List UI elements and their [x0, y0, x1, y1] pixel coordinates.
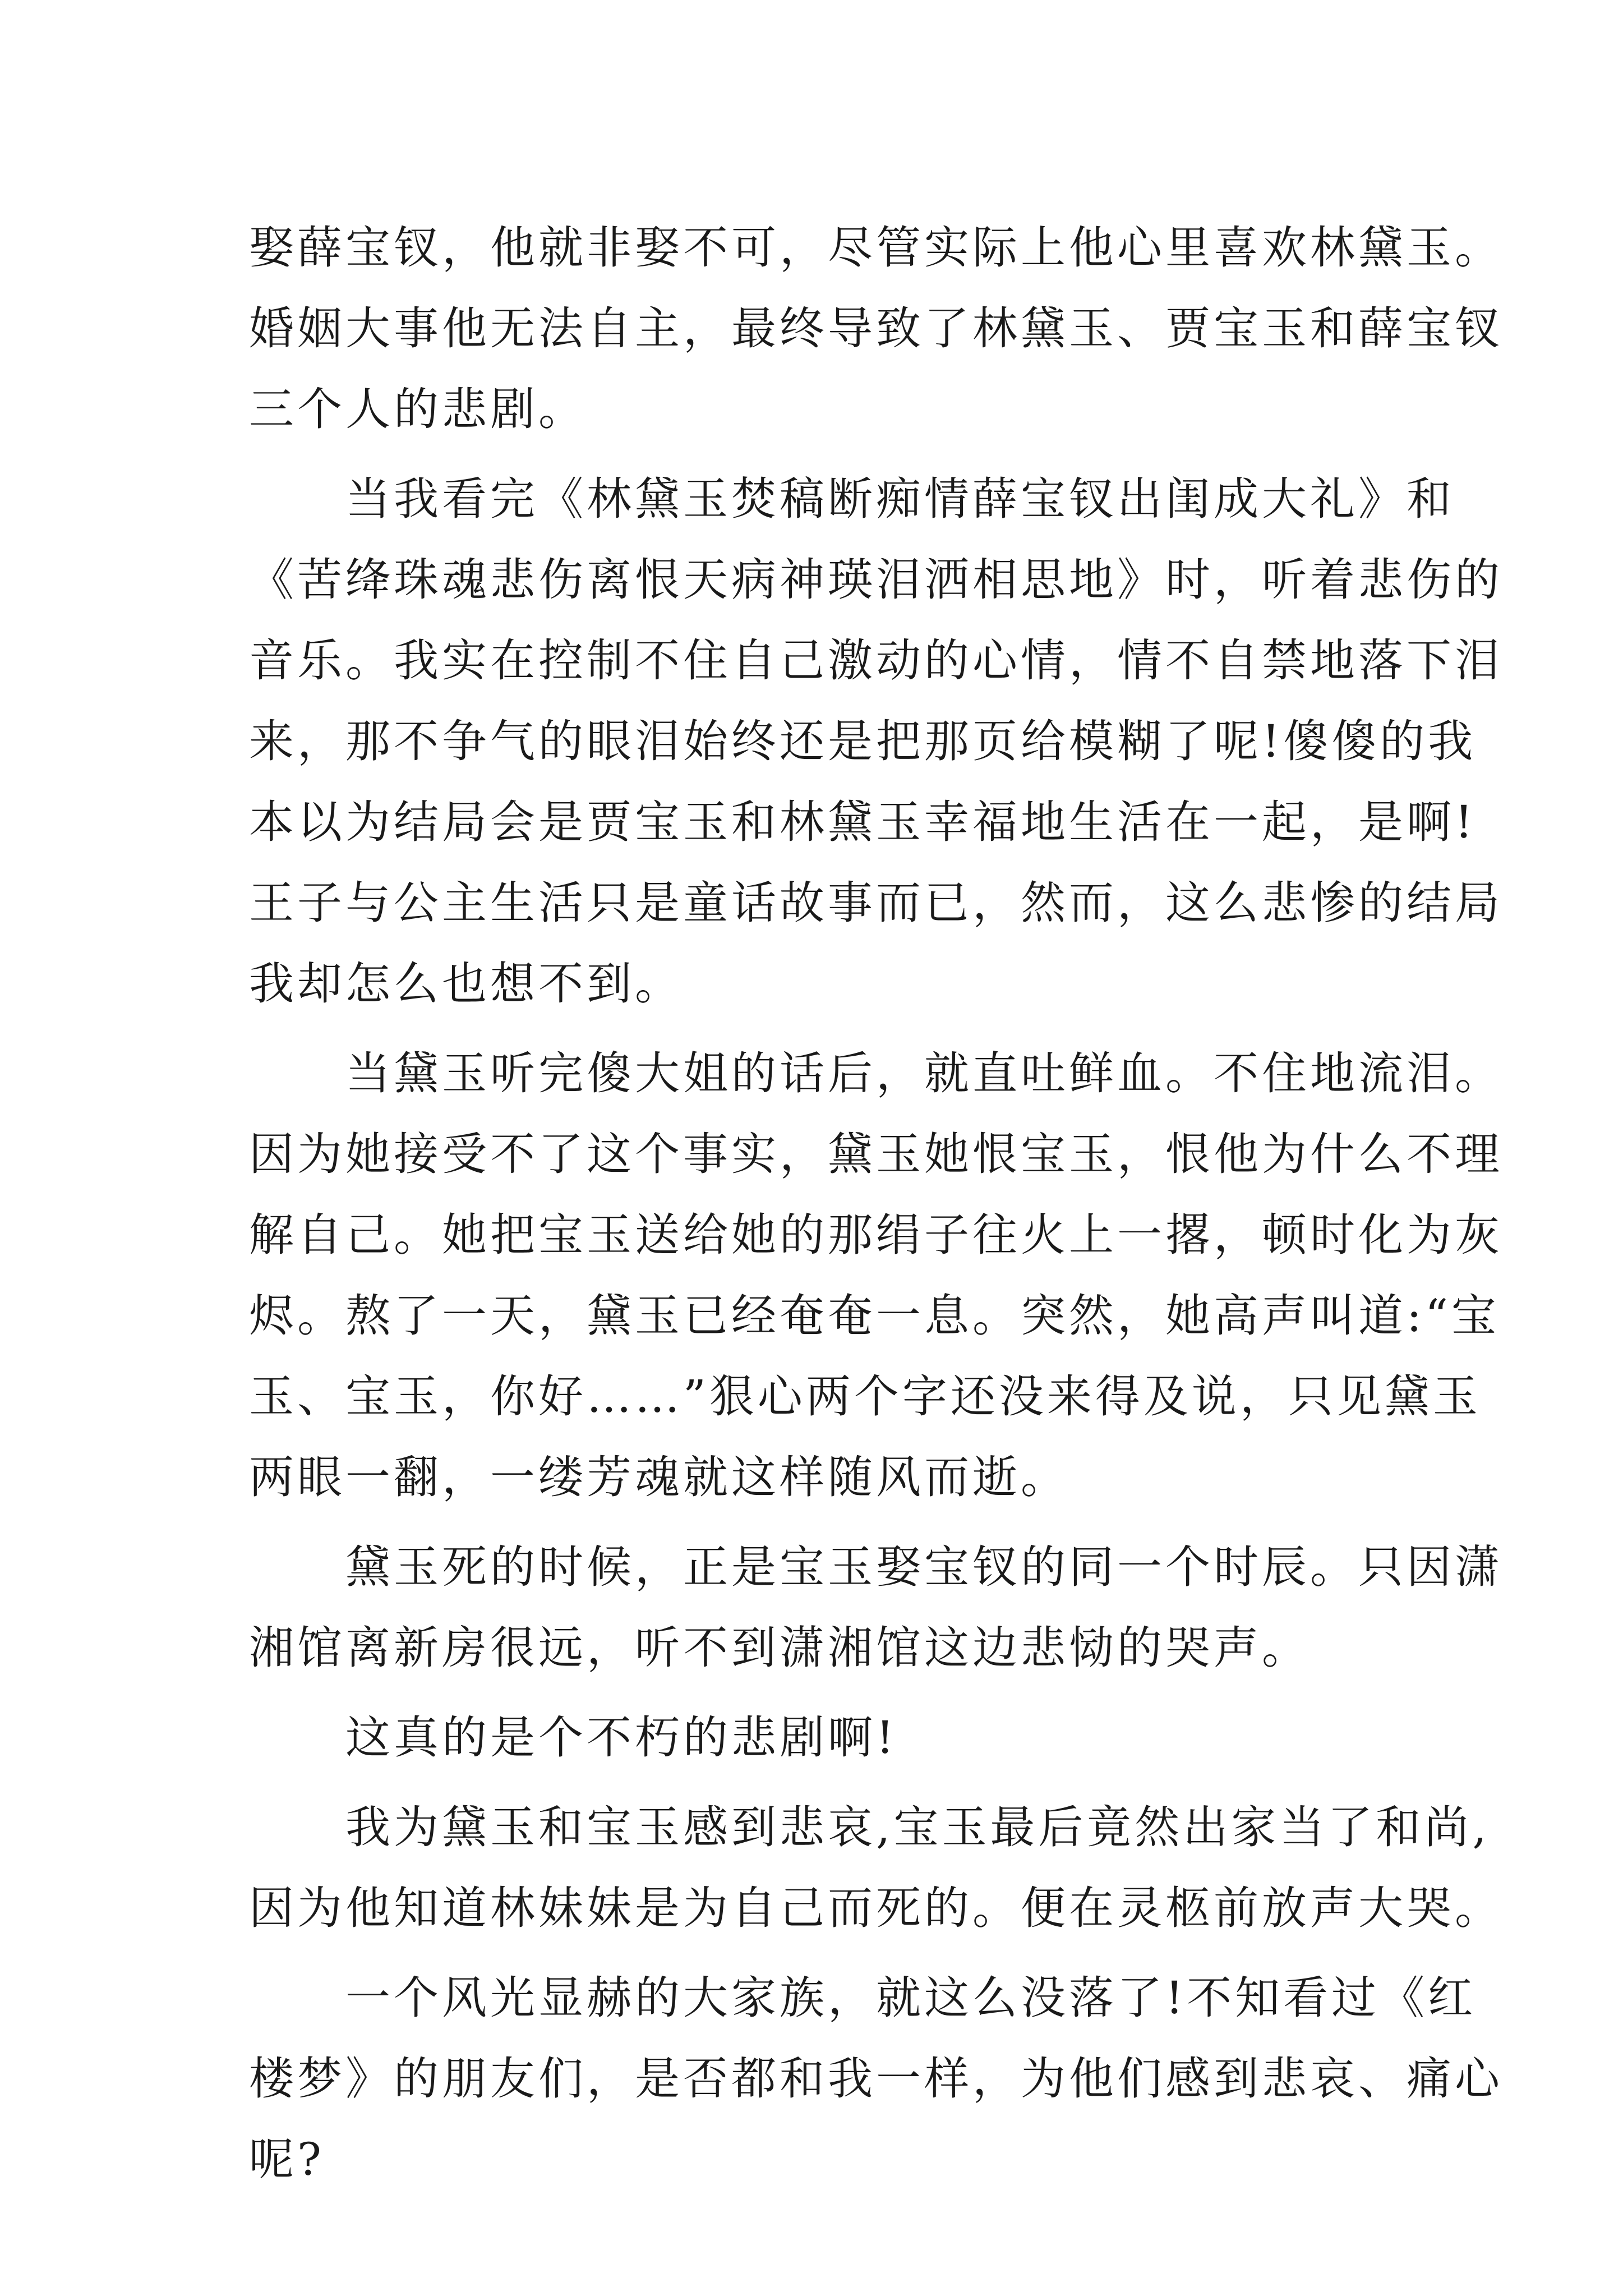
text-line: 因为他知道林妹妹是为自己而死的。便在灵柩前放声大哭。 [249, 1882, 1503, 1934]
text-line: 因为她接受不了这个事实，黛玉她恨宝玉，恨他为什么不理 [249, 1128, 1503, 1180]
text-line: 玉、宝玉，你好……”狠心两个字还没来得及说，只见黛玉 [249, 1370, 1481, 1423]
text-line: 我却怎么也想不到。 [249, 958, 683, 1010]
paragraph [249, 208, 1503, 450]
paragraph [249, 1033, 1503, 1518]
text-line: 《苦绛珠魂悲伤离恨天病神瑛泪洒相思地》时，听着悲伤的 [249, 554, 1503, 606]
paragraph [249, 1958, 1503, 2200]
text-line: 音乐。我实在控制不住自己激动的心情，情不自禁地落下泪 [249, 634, 1503, 687]
paragraph [249, 1787, 1503, 1949]
text-line: 这真的是个不朽的悲剧啊! [249, 1711, 898, 1764]
text-line: 烬。熬了一天，黛玉已经奄奄一息。突然，她高声叫道:“宝 [249, 1290, 1500, 1342]
paragraph [249, 1527, 1503, 1688]
text-line: 王子与公主生活只是童话故事而已，然而，这么悲惨的结局 [249, 877, 1503, 929]
text-line: 当黛玉听完傻大姐的话后，就直吐鲜血。不住地流泪。 [249, 1047, 1503, 1099]
text-line: 呢? [249, 2133, 325, 2185]
text-line: 来，那不争气的眼泪始终还是把那页给模糊了呢!傻傻的我 [249, 715, 1477, 767]
paragraph [249, 1697, 1376, 1778]
text-line: 两眼一翻，一缕芳魂就这样随风而逝。 [249, 1451, 1069, 1503]
text-line: 湘馆离新房很远，听不到潇湘馆这边悲恸的哭声。 [249, 1622, 1310, 1674]
text-line: 本以为结局会是贾宝玉和林黛玉幸福地生活在一起，是啊! [249, 796, 1477, 848]
text-line: 黛玉死的时候，正是宝玉娶宝钗的同一个时辰。只因潇 [249, 1541, 1503, 1593]
essay-body [249, 208, 1503, 2200]
paragraph [249, 459, 1503, 1024]
text-line: 解自己。她把宝玉送给她的那绢子往火上一撂，顿时化为灰 [249, 1209, 1503, 1261]
text-line: 婚姻大事他无法自主，最终导致了林黛玉、贾宝玉和薛宝钗 [249, 302, 1503, 355]
text-line: 楼梦》的朋友们，是否都和我一样，为他们感到悲哀、痛心 [249, 2053, 1503, 2105]
text-line: 娶薛宝钗，他就非娶不可，尽管实际上他心里喜欢林黛玉。 [249, 222, 1503, 274]
text-line: 三个人的悲剧。 [249, 383, 587, 435]
text-line: 一个风光显赫的大家族，就这么没落了!不知看过《红 [249, 1972, 1477, 2024]
text-line: 我为黛玉和宝玉感到悲哀,宝玉最后竟然出家当了和尚, [249, 1801, 1490, 1853]
text-line: 当我看完《林黛玉焚稿断痴情薛宝钗出闺成大礼》和 [249, 473, 1455, 525]
